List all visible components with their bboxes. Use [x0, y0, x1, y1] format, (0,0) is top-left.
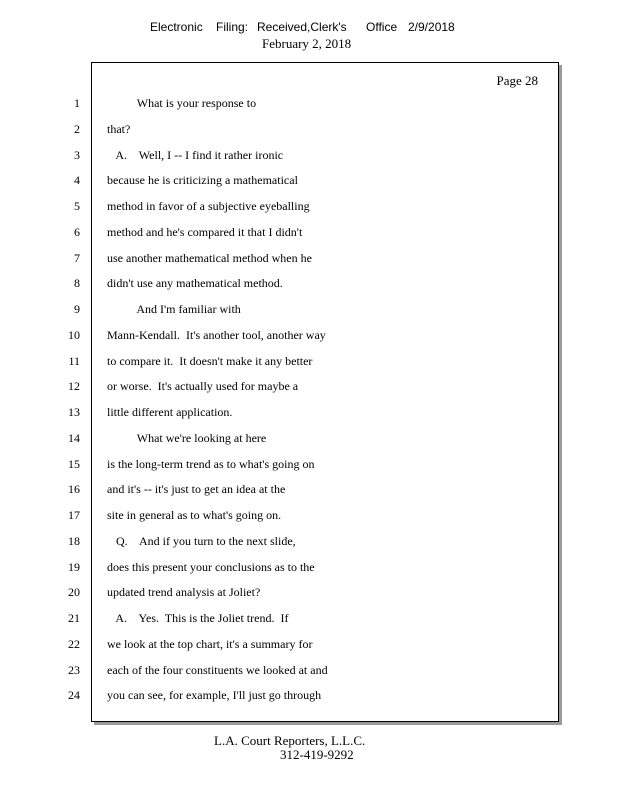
line-number: 13 — [68, 405, 80, 419]
line-number: 8 — [74, 276, 80, 290]
footer-company: L.A. Court Reporters, L.L.C. — [214, 733, 366, 748]
line-text: method and he's compared it that I didn't — [107, 225, 303, 239]
line-text: that? — [107, 122, 131, 136]
page-number: Page 28 — [496, 73, 538, 88]
line-number: 16 — [68, 482, 80, 496]
stamp-filing: Filing: — [216, 20, 249, 34]
line-number: 24 — [68, 688, 80, 702]
transcript-date: February 2, 2018 — [262, 36, 352, 51]
line-text: What is your response to — [107, 96, 257, 110]
stamp-date: 2/9/2018 — [408, 20, 455, 34]
line-number: 15 — [68, 457, 80, 471]
line-text: use another mathematical method when he — [107, 251, 312, 265]
stamp-office: Office — [366, 20, 398, 34]
line-text: site in general as to what's going on. — [107, 508, 282, 522]
stamp-electronic: Electronic — [150, 20, 203, 34]
line-text: updated trend analysis at Joliet? — [107, 585, 261, 599]
line-number: 12 — [68, 379, 80, 393]
line-number: 21 — [68, 611, 80, 625]
line-number: 11 — [68, 354, 80, 368]
line-text: and it's -- it's just to get an idea at the — [107, 482, 286, 496]
line-number: 5 — [74, 199, 80, 213]
line-number: 10 — [68, 328, 80, 342]
line-number: 17 — [68, 508, 80, 522]
line-text: to compare it. It doesn't make it any better — [107, 354, 313, 368]
line-text: we look at the top chart, it's a summary for — [107, 637, 313, 651]
line-number: 14 — [68, 431, 80, 445]
line-text: does this present your conclusions as to the — [107, 560, 315, 574]
line-number: 22 — [68, 637, 80, 651]
line-text: you can see, for example, I'll just go through — [107, 688, 322, 702]
line-text: Mann-Kendall. It's another tool, another way — [107, 328, 326, 342]
line-number: 18 — [68, 534, 80, 548]
line-number: 6 — [74, 225, 80, 239]
line-text: A. Yes. This is the Joliet trend. If — [107, 611, 289, 625]
line-number: 19 — [68, 560, 80, 574]
line-number: 20 — [68, 585, 80, 599]
line-number: 1 — [74, 96, 80, 110]
line-number: 3 — [74, 148, 80, 162]
line-text: little different application. — [107, 405, 233, 419]
line-text: method in favor of a subjective eyeballing — [107, 199, 310, 213]
line-text: Q. And if you turn to the next slide, — [107, 534, 296, 548]
line-number: 9 — [74, 302, 80, 316]
footer-phone: 312-419-9292 — [280, 747, 354, 762]
line-text: A. Well, I -- I find it rather ironic — [107, 148, 284, 162]
line-text: didn't use any mathematical method. — [107, 276, 283, 290]
line-text: because he is criticizing a mathematical — [107, 173, 298, 187]
line-text: or worse. It's actually used for maybe a — [107, 379, 299, 393]
line-number: 23 — [68, 663, 80, 677]
stamp-received: Received,Clerk's — [257, 20, 347, 34]
line-text: What we're looking at here — [107, 431, 267, 445]
line-text: And I'm familiar with — [107, 302, 241, 316]
line-number: 4 — [74, 173, 80, 187]
line-text: each of the four constituents we looked at and — [107, 663, 328, 677]
line-text: is the long-term trend as to what's going on — [107, 457, 315, 471]
line-number: 2 — [74, 122, 80, 136]
line-number: 7 — [74, 251, 80, 265]
